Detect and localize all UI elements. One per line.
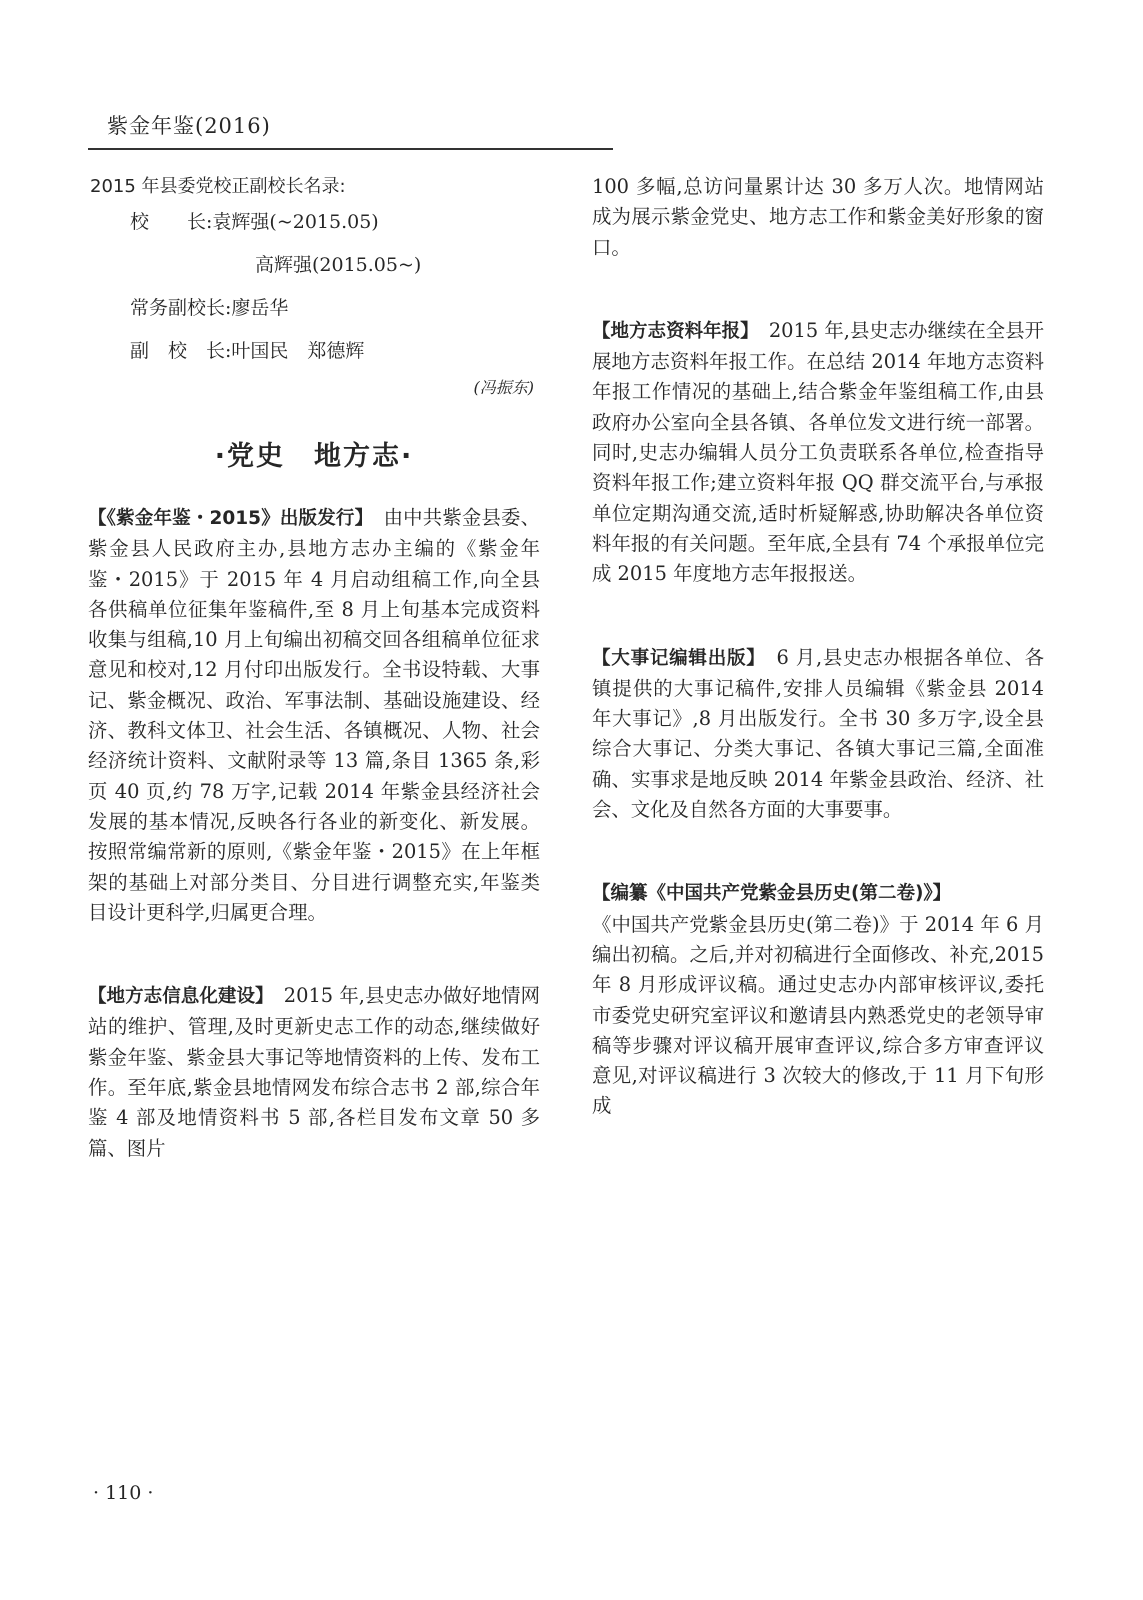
roster-line-principal-2: 高辉强(2015.05~) — [255, 254, 422, 276]
left-column — [88, 172, 540, 1164]
article-head: 【编纂《中国共产党紫金县历史(第二卷)》】 — [592, 883, 952, 905]
article-body: 2015 年,县史志办继续在全县开展地方志资料年报工作。在总结 2014 年地方志资料年报工作情况的基础上,结合紫金年鉴组稿工作,由县政府办公室向全县各镇、各单位发文进行统一部署。同时,史志办编辑人员分工负责联系各单位,检查指导资料年报工作;建立资料年报 QQ 群交流平台,与承报单位定期沟通交流,适时析疑解惑,协助解决各单位资料年报的有关问题。至年底,全县有 74 个承报单位完成 2015 年度地方志年报报送。 — [592, 318, 1044, 586]
roster-line-executive-vice: 常务副校长:廖岳华 — [130, 297, 289, 319]
article-yearbook — [88, 503, 540, 928]
roster-line-principal: 校 长:袁辉强(~2015.05) — [130, 211, 379, 233]
section-heading: ·党史 地方志· — [214, 441, 414, 472]
article-chronicle — [592, 643, 1044, 826]
article-informatization-cont — [592, 172, 1044, 263]
header-rule — [88, 148, 613, 150]
article-head: 【《紫金年鉴・2015》出版发行】 — [88, 508, 365, 529]
article-annual-report — [592, 316, 1044, 590]
article-head: 【地方志信息化建设】 — [88, 986, 265, 1008]
article-body-cont: 100 多幅,总访问量累计达 30 多万人次。地情网站成为展示紫金党史、地方志工作和紫金美好形象的窗口。 — [592, 175, 1044, 259]
roster-title: 2015 年县委党校正副校长名录: — [90, 176, 346, 197]
article-head: 【地方志资料年报】 — [592, 320, 750, 342]
page-number: · 110 · — [93, 1482, 154, 1504]
article-informatization — [88, 981, 540, 1164]
article-body: 由中共紫金县委、紫金县人民政府主办,县地方志办主编的《紫金年鉴・2015》于 2015 年 4 月启动组稿工作,向全县各供稿单位征集年鉴稿件,至 8 月上旬基本完成资料收集与组稿,10 月上旬编出初稿交回各组稿单位征求意见和校对,12 月付印出版发行。全书设特载、大事记、紫金概况、政治、军事法制、基础设施建设、经济、教科文体卫、社会生活、各镇概况、人物、社会经济统计资料、文献附录等 13 篇,条目 1365 条,彩页 40 页,约 78 万字,记载 2014 年紫金县经济社会发展的基本情况,反映各行各业的新变化、新发展。按照常编常新的原则,《紫金年鉴・2015》在上年框架的基础上对部分类目、分目进行调整充实,年鉴类目设计更科学,归属更合理。 — [88, 506, 541, 924]
running-header: 紫金年鉴(2016) — [107, 114, 271, 138]
article-body: 2015 年,县史志办做好地情网站的维护、管理,及时更新史志工作的动态,继续做好紫金年鉴、紫金县大事记等地情资料的上传、发布工作。至年底,紫金县地情网发布综合志书 2 部,综合年鉴 4 部及地情资料书 5 部,各栏目发布文章 50 多篇、图片 — [88, 984, 540, 1160]
article-body: 《中国共产党紫金县历史(第二卷)》于 2014 年 6 月编出初稿。之后,并对初稿进行全面修改、补充,2015 年 8 月形成评议稿。通过史志办内部审核评议,委托市委党史研究室评议和邀请县内熟悉党史的老领导审稿等步骤对评议稿开展审查评议,综合多方审查评议意见,对评议稿进行 3 次较大的修改,于 11 月下旬形成 — [592, 912, 1044, 1118]
roster-line-vice: 副 校 长:叶国民 郑德辉 — [130, 340, 365, 362]
article-party-history — [592, 878, 1044, 1121]
right-column — [592, 172, 1044, 1122]
roster-credit: (冯振东) — [473, 378, 534, 397]
article-head: 【大事记编辑出版】 — [592, 647, 757, 669]
article-body: 6 月,县史志办根据各单位、各镇提供的大事记稿件,安排人员编辑《紫金县 2014 年大事记》,8 月出版发行。全书 30 多万字,设全县综合大事记、分类大事记、各镇大事记三篇,全面准确、实事求是地反映 2014 年紫金县政治、经济、社会、文化及自然各方面的大事要事。 — [592, 645, 1045, 822]
